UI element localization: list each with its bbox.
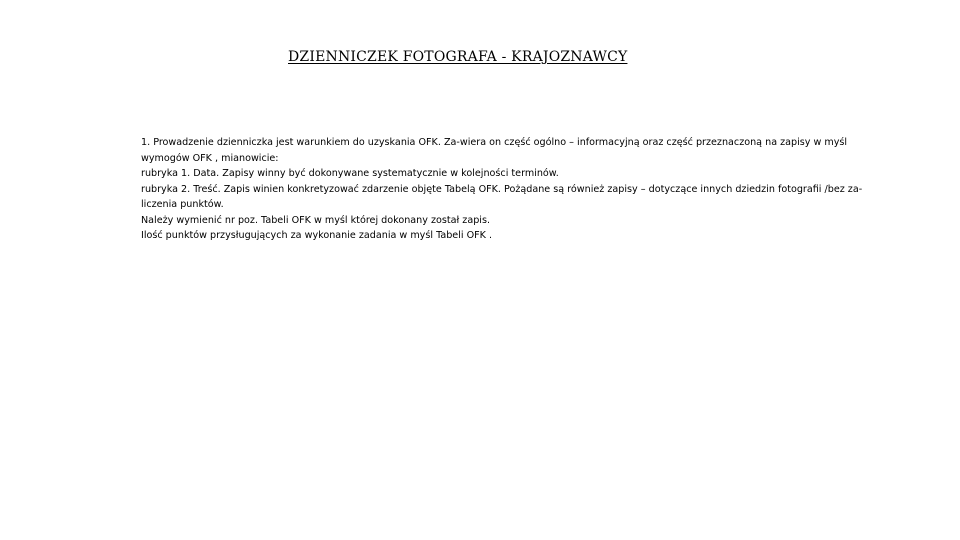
paragraph-points: Ilość punktów przysługujących za wykonanie zadania w myśl Tabeli OFK . xyxy=(141,230,493,241)
document-body xyxy=(141,135,891,244)
paragraph-ofk-position: Należy wymienić nr poz. Tabeli OFK w myśl której dokonany został zapis. xyxy=(141,214,491,226)
paragraph-rubric-2: rubryka 2. Treść. Zapis winien konkretyzować zdarzenie objęte Tabelą OFK. Pożądane są również zapisy – dotyczące innych dziedzin fotografii /bez za-liczenia punktów. xyxy=(141,183,863,210)
paragraph-intro: 1. Prowadzenie dzienniczka jest warunkiem do uzyskania OFK. Za-wiera on część ogólno – informacyjną oraz część przeznaczoną na zapisy w myśl wymogów OFK , mianowicie: xyxy=(141,137,848,164)
paragraph-rubric-1: rubryka 1. Data. Zapisy winny być dokonywane systematycznie w kolejności terminów. xyxy=(141,168,559,179)
document-title: DZIENNICZEK FOTOGRAFA - KRAJOZNAWCY xyxy=(288,49,628,65)
